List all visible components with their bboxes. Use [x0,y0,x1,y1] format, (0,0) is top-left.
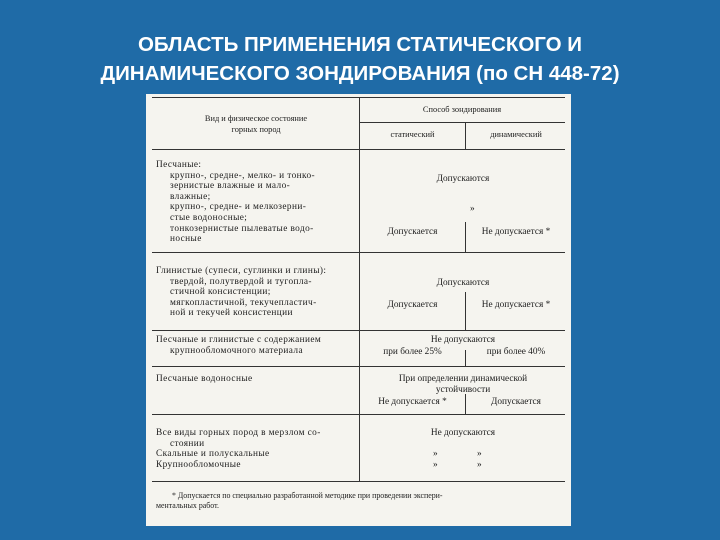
sandy-both-allowed: Допускаются [436,174,490,184]
frozen-not-allowed: Не допускаются [430,428,496,438]
clay-dynamic-not-allowed: Не допускается * [481,300,551,310]
rule-header-sub [359,122,565,123]
water-description: Песчаные водоносные [156,374,253,384]
rule-method-split-coarse [465,350,466,366]
slide-title-line2: ДИНАМИЧЕСКОГО ЗОНДИРОВАНИЯ (по СН 448-72) [100,62,620,85]
header-soil-col: Вид и физическое состояние горных пород [204,114,308,134]
header-dynamic: динамический [490,130,542,139]
sandy-static-allowed: Допускается [387,227,438,237]
slide-title-line1: ОБЛАСТЬ ПРИМЕНЕНИЯ СТАТИЧЕСКОГО И [137,33,583,56]
frozen-description: Все виды горных пород в мерзлом со- стоянии Скальные и полускальные Крупнообломочные [156,428,321,470]
coarse-description: Песчаные и глинистые с содержанием крупнообломочного материала [156,335,322,356]
scanned-table [146,94,571,526]
water-condition: При определении динамической устойчивости [398,374,528,395]
clay-description: Глинистые (супеси, суглинки и глины): твердой, полутвердой и тугопла- стичной консистенции; мягкопластичной, текучепластич- ной и текучей консистенции [156,266,327,319]
slide-title [0,30,720,88]
frozen-ditto-dynamic-1: » [477,449,482,459]
clay-both-allowed: Допускаются [436,278,490,288]
water-dynamic: Допускается [491,397,541,407]
rule-col-separator [359,97,360,481]
water-static: Не допускается * [378,397,447,407]
rule-method-split-clay [465,292,466,330]
header-static: статический [390,130,435,139]
footnote: * Допускается по специально разработанной методике при проведении экспери- ментальных работ. [156,491,443,510]
frozen-ditto-dynamic-2: » [477,460,482,470]
sandy-ditto: » [470,204,475,214]
coarse-not-allowed: Не допускаются [430,335,496,345]
rule-method-split-header [465,122,466,149]
rule-frozen-bottom [152,481,565,482]
clay-static-allowed: Допускается [387,300,438,310]
coarse-dynamic-condition: при более 40% [486,347,546,357]
sandy-description: Песчаные: крупно-, средне-, мелко- и тонко- зернистые влажные и мало- влажные; крупно-, средне- и мелкозерни- стые водоносные; тонкозернистые пылеватые водо- носные [156,160,316,245]
coarse-static-condition: при более 25% [383,347,442,357]
frozen-ditto-static-1: » [433,449,438,459]
header-method-group: Способ зондирования [422,105,502,114]
rule-method-split-sandy [465,222,466,252]
rule-method-split-water [465,394,466,414]
frozen-ditto-static-2: » [433,460,438,470]
sandy-dynamic-not-allowed: Не допускается * [481,227,551,237]
